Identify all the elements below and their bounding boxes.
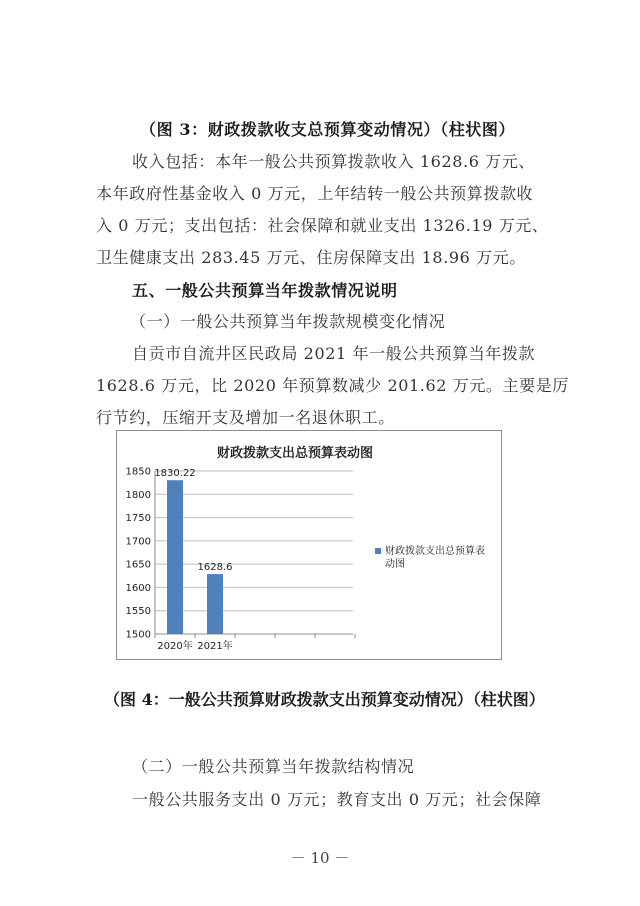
paragraph-scale-line-1: 自贡市自流井区民政局 2021 年一般公共预算当年拨款 — [132, 344, 536, 363]
paragraph-scale-line-2: 1628.6 万元，比 2020 年预算数减少 201.62 万元。主要是厉 — [96, 376, 569, 395]
paragraph-income-line-3: 入 0 万元；支出包括：社会保障和就业支出 1326.19 万元、 — [96, 216, 549, 235]
chart-title: 财政拨款支出总预算表动图 — [216, 446, 374, 461]
figure-4-caption: （图 4：一般公共预算财政拨款支出预算变动情况）（柱状图） — [104, 690, 545, 709]
legend-swatch — [375, 548, 381, 554]
y-tick-label: 1500 — [125, 629, 151, 641]
page-number: － 10 － — [290, 849, 350, 867]
paragraph-income-line-1: 收入包括：本年一般公共预算拨款收入 1628.6 万元、 — [132, 152, 535, 171]
data-label: 1628.6 — [197, 562, 233, 574]
y-tick-label: 1650 — [125, 559, 151, 571]
x-tick-label: 2021年 — [197, 641, 233, 652]
data-label: 1830.22 — [154, 468, 196, 480]
y-tick-label: 1800 — [125, 489, 151, 501]
paragraph-income-line-2: 本年政府性基金收入 0 万元，上年结转一般公共预算拨款收 — [96, 184, 534, 203]
y-tick-label: 1600 — [125, 582, 151, 594]
y-tick-label: 1750 — [125, 513, 151, 525]
subsection-1-heading: （一）一般公共预算当年拨款规模变化情况 — [130, 312, 446, 331]
paragraph-scale-line-3: 行节约，压缩开支及增加一名退休职工。 — [96, 408, 395, 427]
figure-3-caption: （图 3：财政拨款收支总预算变动情况）（柱状图） — [140, 120, 516, 139]
x-tick-label: 2020年 — [157, 641, 193, 652]
paragraph-income-line-4: 卫生健康支出 283.45 万元、住房保障支出 18.96 万元。 — [96, 248, 526, 267]
legend-label: 动图 — [385, 559, 405, 570]
paragraph-structure-line-1: 一般公共服务支出 0 万元；教育支出 0 万元；社会保障 — [132, 790, 542, 809]
bar — [207, 574, 223, 634]
subsection-2-heading: （二）一般公共预算当年拨款结构情况 — [132, 757, 415, 776]
bar-chart-svg — [117, 431, 501, 659]
bar — [167, 480, 183, 634]
y-tick-label: 1850 — [125, 466, 151, 478]
y-tick-label: 1700 — [125, 536, 151, 548]
y-tick-label: 1550 — [125, 606, 151, 618]
legend-label: 财政拨款支出总预算表 — [385, 546, 485, 557]
bar-chart — [116, 430, 502, 660]
section-5-heading: 五、一般公共预算当年拨款情况说明 — [132, 281, 398, 300]
